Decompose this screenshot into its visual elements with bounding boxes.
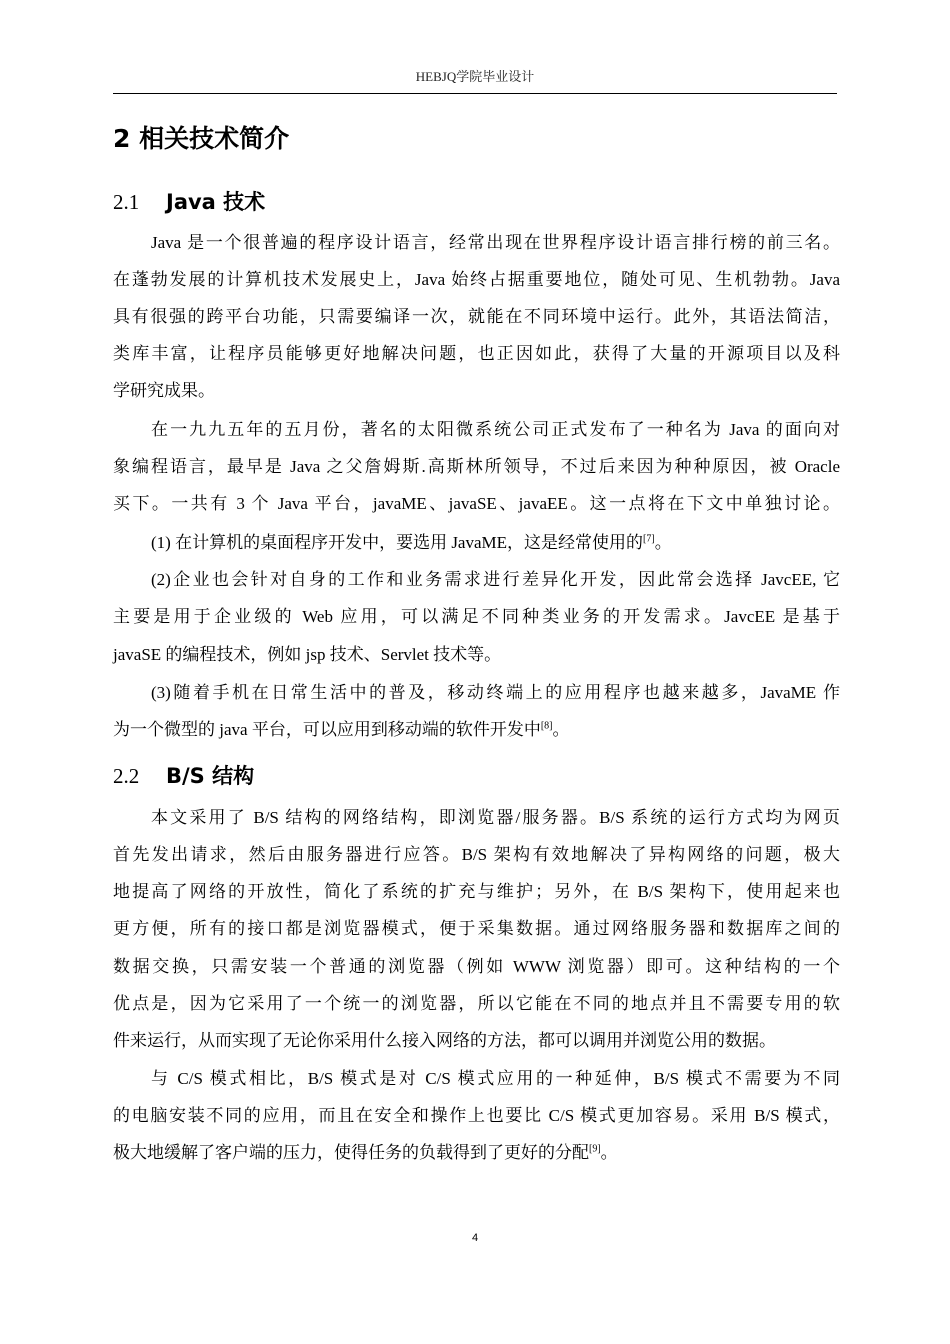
paragraph-line: 在一九九五年的五月份，著名的太阳微系统公司正式发布了一种名为 Java 的面向对 xyxy=(151,420,840,439)
line-text: 极大地缓解了客户端的压力，使得任务的负载得到了更好的分配 xyxy=(113,1143,589,1162)
line-text: 。 xyxy=(600,1143,618,1162)
paragraph-line: 主要是用于企业级的 Web 应用，可以满足不同种类业务的开发需求。JavcEE 是基于 xyxy=(113,607,840,626)
paragraph-line: Java 是一个很普遍的程序设计语言，经常出现在世界程序设计语言排行榜的前三名。 xyxy=(151,233,840,252)
section-heading-java xyxy=(113,186,265,216)
line-text: 。 xyxy=(654,533,672,552)
paragraph-line: 在蓬勃发展的计算机技术发展史上，Java 始终占据重要地位，随处可见、生机勃勃。Java xyxy=(113,270,840,289)
paragraph-line: (2)企业也会针对自身的工作和业务需求进行差异化开发，因此常会选择 JavcEE, 它 xyxy=(151,570,840,589)
citation: [7] xyxy=(643,533,655,545)
paragraph-line: 首先发出请求，然后由服务器进行应答。B/S 架构有效地解决了异构网络的问题，极大 xyxy=(113,845,840,864)
paragraph-line: (3)随着手机在日常生活中的普及，移动终端上的应用程序也越来越多，JavaME 作 xyxy=(151,683,840,702)
running-header: HEBJQ学院毕业设计 xyxy=(415,69,535,84)
section-title: B/S 结构 xyxy=(166,764,255,788)
line-text: 。 xyxy=(552,720,570,739)
paragraph-line: 本文采用了 B/S 结构的网络结构，即浏览器/服务器。B/S 系统的运行方式均为网页 xyxy=(151,808,840,827)
paragraph-line: javaSE 的编程技术，例如 jsp 技术、Servlet 技术等。 xyxy=(113,645,502,664)
section-heading-bs xyxy=(113,760,254,790)
paragraph-line: 地提高了网络的开放性，简化了系统的扩充与维护；另外，在 B/S 架构下，使用起来也 xyxy=(113,882,840,901)
paragraph-line: 买下。一共有 3 个 Java 平台，javaME、javaSE、javaEE。这一点将在下文中单独讨论。 xyxy=(113,494,840,513)
paragraph-line: 数据交换，只需安装一个普通的浏览器（例如 WWW 浏览器）即可。这种结构的一个 xyxy=(113,957,840,976)
paragraph-line: 象编程语言，最早是 Java 之父詹姆斯.高斯林所领导，不过后来因为种种原因，被 Oracle xyxy=(113,457,840,476)
paragraph-line: 具有很强的跨平台功能，只需要编译一次，就能在不同环境中运行。此外，其语法简洁， xyxy=(113,307,840,326)
paragraph-line: 更方便，所有的接口都是浏览器模式，便于采集数据。通过网络服务器和数据库之间的 xyxy=(113,919,840,938)
paragraph-line: 件来运行，从而实现了无论你采用什么接入网络的方法，都可以调用并浏览公用的数据。 xyxy=(113,1031,776,1050)
paragraph-line xyxy=(113,1141,840,1165)
paragraph-line xyxy=(151,531,840,555)
section-number: 2.1 xyxy=(113,190,140,214)
line-text: (1) 在计算机的桌面程序开发中，要选用 JavaME，这是经常使用的 xyxy=(151,533,644,552)
paragraph-line xyxy=(113,718,840,742)
section-number: 2.2 xyxy=(113,764,140,788)
paragraph-line: 优点是，因为它采用了一个统一的浏览器，所以它能在不同的地点并且不需要专用的软 xyxy=(113,994,840,1013)
section-title: Java 技术 xyxy=(166,190,266,214)
line-text: 为一个微型的 java 平台，可以应用到移动端的软件开发中 xyxy=(113,720,541,739)
paragraph-line: 类库丰富，让程序员能够更好地解决问题，也正因如此，获得了大量的开源项目以及科 xyxy=(113,344,840,363)
paragraph-line: 的电脑安装不同的应用，而且在安全和操作上也要比 C/S 模式更加容易。采用 B/S 模式， xyxy=(113,1106,840,1125)
header-rule xyxy=(113,93,837,94)
paragraph-line: 与 C/S 模式相比，B/S 模式是对 C/S 模式应用的一种延伸，B/S 模式不需要为不同 xyxy=(151,1069,840,1088)
paragraph-line: 学研究成果。 xyxy=(113,381,215,400)
chapter-heading: 2 相关技术简介 xyxy=(113,124,290,153)
citation: [9] xyxy=(589,1143,601,1155)
page-number: 4 xyxy=(471,1232,479,1244)
citation: [8] xyxy=(540,720,553,732)
